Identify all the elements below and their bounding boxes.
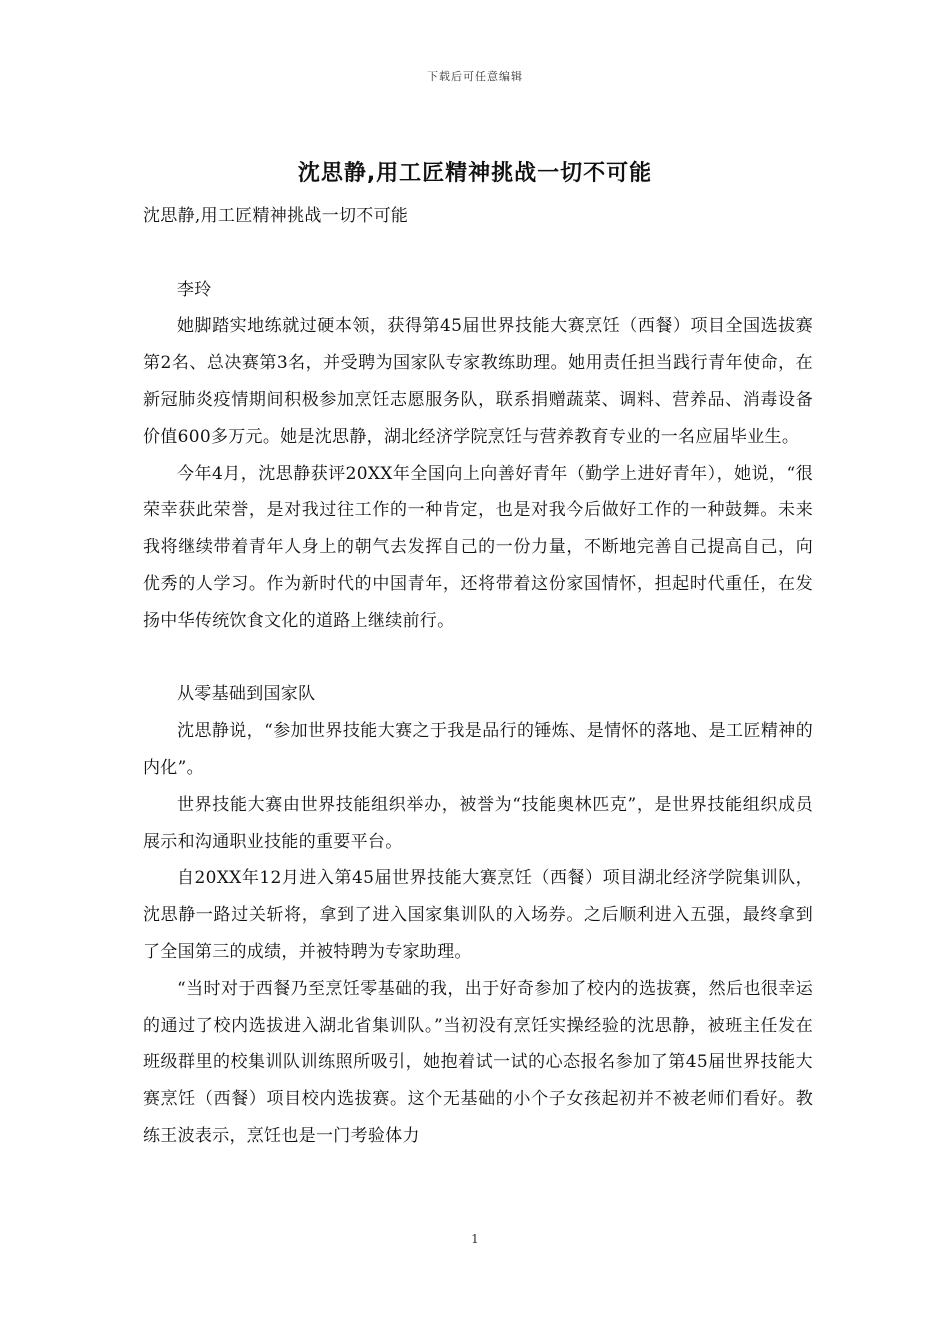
body-paragraph: 她脚踏实地练就过硬本领，获得第45届世界技能大赛烹饪（西餐）项目全国选拔赛第2名、总决赛第3名，并受聘为国家队专家教练助理。她用责任担当践行青年使命，在新冠肺炎疫情期间积极参加烹饪志愿服务队，联系捐赠蔬菜、调料、营养品、消毒设备价值600多万元。她是沈思静，湖北经济学院烹饪与营养教育专业的一名应届毕业生。	[143, 316, 813, 447]
section-heading: 从零基础到国家队	[177, 684, 316, 705]
document-body	[143, 198, 813, 1155]
header-note: 下载后可任意编辑	[427, 70, 523, 83]
document-title: 沈思静,用工匠精神挑战一切不可能	[297, 161, 653, 186]
body-paragraph: “当时对于西餐乃至烹饪零基础的我，出于好奇参加了校内的选拔赛，然后也很幸运的通过了校内选拔进入湖北省集训队。”当初没有烹饪实操经验的沈思静，被班主任发在班级群里的校集训队训练照所吸引，她抱着试一试的心态报名参加了第45届世界技能大赛烹饪（西餐）项目校内选拔赛。这个无基础的小个子女孩起初并不被老师们看好。教练王波表示，烹饪也是一门考验体力	[143, 978, 813, 1146]
subtitle-paragraph: 沈思静,用工匠精神挑战一切不可能	[143, 206, 409, 226]
body-paragraph: 自20XX年12月进入第45届世界技能大赛烹饪（西餐）项目湖北经济学院集训队，沈思静一路过关斩将，拿到了进入国家集训队的入场券。之后顺利进入五强，最终拿到了全国第三的成绩，并被特聘为专家助理。	[143, 868, 813, 962]
author-line: 李玲	[177, 279, 212, 300]
body-paragraph: 沈思静说，“参加世界技能大赛之于我是品行的锤炼、是情怀的落地、是工匠精神的内化”。	[143, 721, 813, 778]
body-paragraph: 今年4月，沈思静获评20XX年全国向上向善好青年（勤学上进好青年），她说，“很荣幸获此荣誉，是对我过往工作的一种肯定，也是对我今后做好工作的一种鼓舞。未来我将继续带着青年人身上的朝气去发挥自己的一份力量，不断地完善自己提高自己，向优秀的人学习。作为新时代的中国青年，还将带着这份家国情怀，担起时代重任，在发扬中华传统饮食文化的道路上继续前行。	[143, 463, 813, 631]
body-paragraph: 世界技能大赛由世界技能组织举办，被誉为“技能奥林匹克”，是世界技能组织成员展示和沟通职业技能的重要平台。	[143, 794, 813, 852]
page-number: 1	[471, 1232, 479, 1246]
